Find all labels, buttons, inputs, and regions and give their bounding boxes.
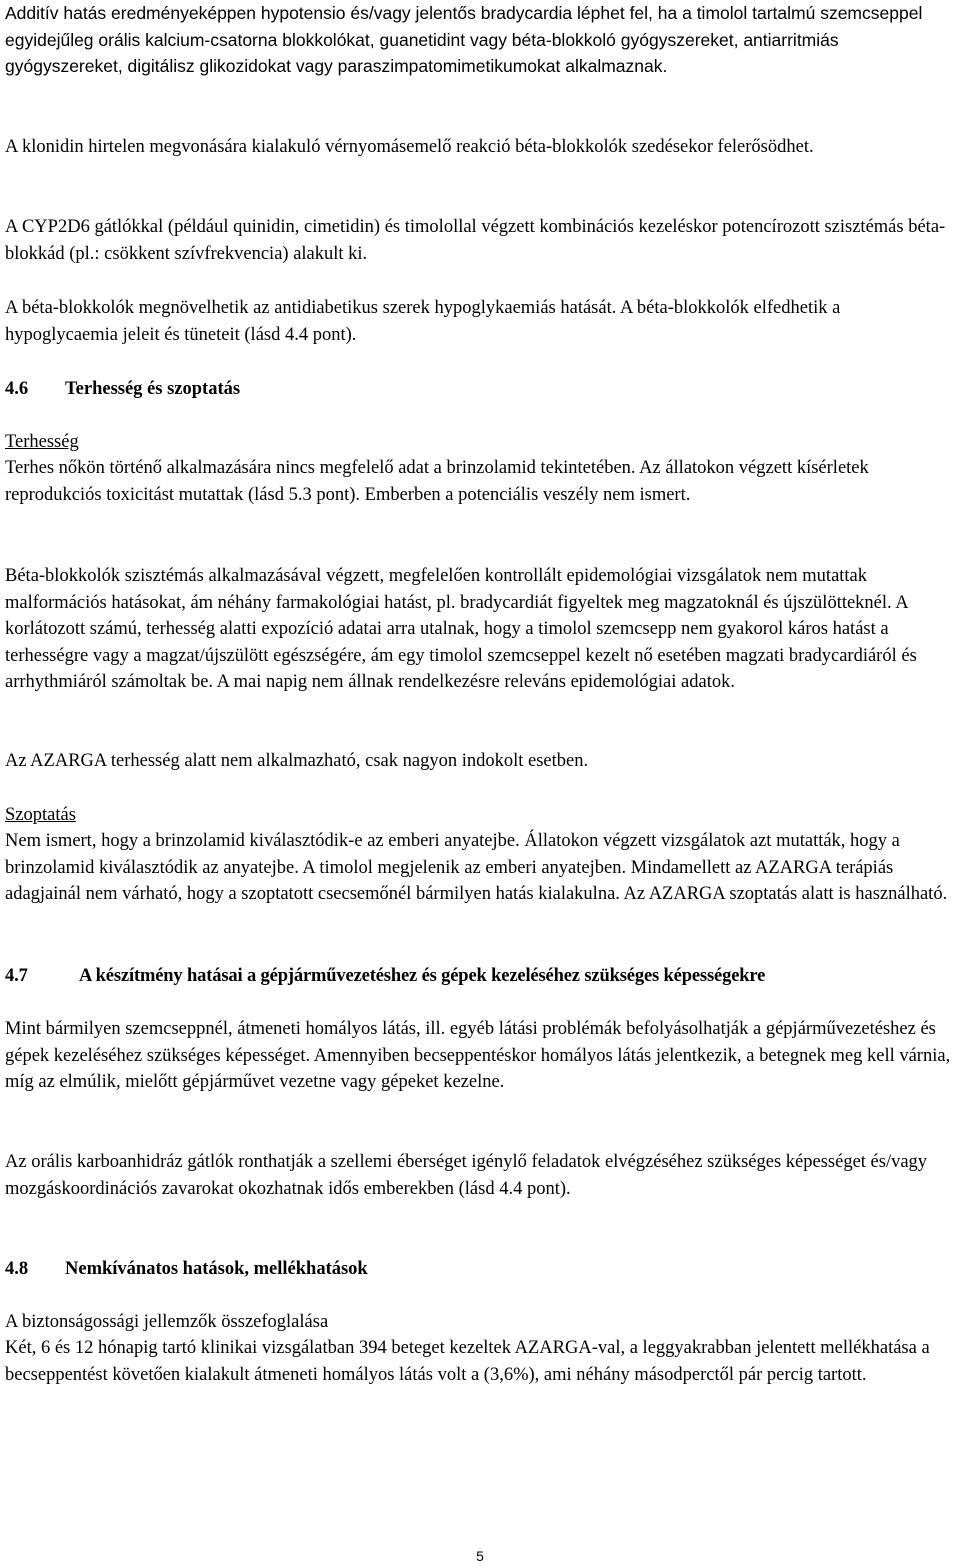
paragraph-driving-2: Az orális karboanhidráz gátlók ronthatják a szellemi éberséget igénylő feladatok elvégzéséhez szükséges képességet és/vagy mozgáskoordinációs zavarokat okozhatnak idős emberekben (lásd 4.4 pont).	[5, 1152, 928, 1199]
subheading-pregnancy: Terhesség	[5, 432, 79, 452]
paragraph-cyp2d6: A CYP2D6 gátlókkal (például quinidin, cimetidin) és timolollal végzett kombinációs kezeléskor potencírozott szisztémás béta-blokkád (pl.: csökkent szívfrekvencia) alakult ki.	[5, 217, 946, 264]
paragraph-pregnancy-3: Az AZARGA terhesség alatt nem alkalmazható, csak nagyon indokolt esetben.	[5, 751, 589, 771]
paragraph-antidiabetic: A béta-blokkolók megnövelhetik az antidiabetikus szerek hypoglykaemiás hatását. A béta-blokkolók elfedhetik a hypoglycaemia jeleit és tüneteit (lásd 4.4 pont).	[5, 298, 841, 345]
section-number: 4.6	[5, 379, 29, 399]
section-title: Nemkívánatos hatások, mellékhatások	[65, 1259, 368, 1279]
section-title: Terhesség és szoptatás	[65, 379, 241, 399]
subheading-safety-summary: A biztonságossági jellemzők összefoglalása	[5, 1312, 329, 1332]
section-number: 4.7	[5, 966, 28, 986]
section-title: A készítmény hatásai a gépjárművezetéshez és gépek kezeléséhez szükséges képességekre	[79, 966, 766, 986]
section-heading-4-6	[5, 376, 955, 403]
subheading-lactation: Szoptatás	[5, 805, 76, 825]
section-number: 4.8	[5, 1259, 29, 1279]
paragraph-pregnancy-1: Terhes nőkön történő alkalmazására nincs megfelelő adat a brinzolamid tekintetében. Az állatokon végzett kísérletek reprodukciós toxicitást mutattak (lásd 5.3 pont). Emberben a potenciális veszély nem ismert.	[5, 458, 869, 505]
paragraph-safety-summary: Két, 6 és 12 hónapig tartó klinikai vizsgálatban 394 beteget kezeltek AZARGA-val, a leggyakrabban jelentett mellékhatása a becseppentést követően kialakult átmeneti homályos látás volt a (3,6%), ami néhány másodperctől pár percig tartott.	[5, 1338, 930, 1385]
paragraph-driving-1: Mint bármilyen szemcseppnél, átmeneti homályos látás, ill. egyéb látási problémák befolyásolhatják a gépjárművezetéshez és gépek kezeléséhez szükséges képességet. Amennyiben becseppentéskor homályos látás jelentkezik, a betegnek meg kell várnia, míg az elmúlik, mielőtt gépjárművet vezetne vagy gépeket kezelne.	[5, 1019, 951, 1092]
page-number: 5	[476, 1548, 484, 1564]
paragraph-clonidine: A klonidin hirtelen megvonására kialakuló vérnyomásemelő reakció béta-blokkolók szedésekor felerősödhet.	[5, 137, 814, 157]
paragraph-lactation: Nem ismert, hogy a brinzolamid kiválasztódik-e az emberi anyatejbe. Állatokon végzett vizsgálatok azt mutatták, hogy a brinzolamid kiválasztódik az anyatejbe. A timolol megjelenik az emberi anyatejben. Mindamellett az AZARGA terápiás adagjainál nem várható, hogy a szoptatott csecsemőnél bármilyen hatás kialakulna. Az AZARGA szoptatás alatt is használható.	[5, 831, 948, 904]
section-heading-4-8	[5, 1256, 955, 1283]
section-heading-4-7	[5, 963, 955, 990]
paragraph-additive-effect: Additív hatás eredményeképpen hypotensio és/vagy jelentős bradycardia léphet fel, ha a timolol tartalmú szemcseppel egyidejűleg orális kalcium-csatorna blokkolókat, guanetidint vagy béta-blokkoló gyógyszereket, antiarritmiás gyógyszereket, digitálisz glikozidokat vagy paraszimpatomimetikumokat alkalmaznak.	[5, 3, 923, 76]
paragraph-pregnancy-2: Béta-blokkolók szisztémás alkalmazásával végzett, megfelelően kontrollált epidemológiai vizsgálatok nem mutattak malformációs hatásokat, ám néhány farmakológiai hatást, pl. bradycardiát figyeltek meg magzatoknál és újszülötteknél. A korlátozott számú, terhesség alatti expozíció adatai arra utalnak, hogy a timolol szemcsepp nem gyakorol káros hatást a terhességre vagy a magzat/újszülött egészségére, ám egy timolol szemcseppel kezelt nő esetében magzati bradycardiáról és arrhythmiáról számoltak be. A mai napig nem állnak rendelkezésre releváns epidemológiai adatok.	[5, 566, 917, 692]
